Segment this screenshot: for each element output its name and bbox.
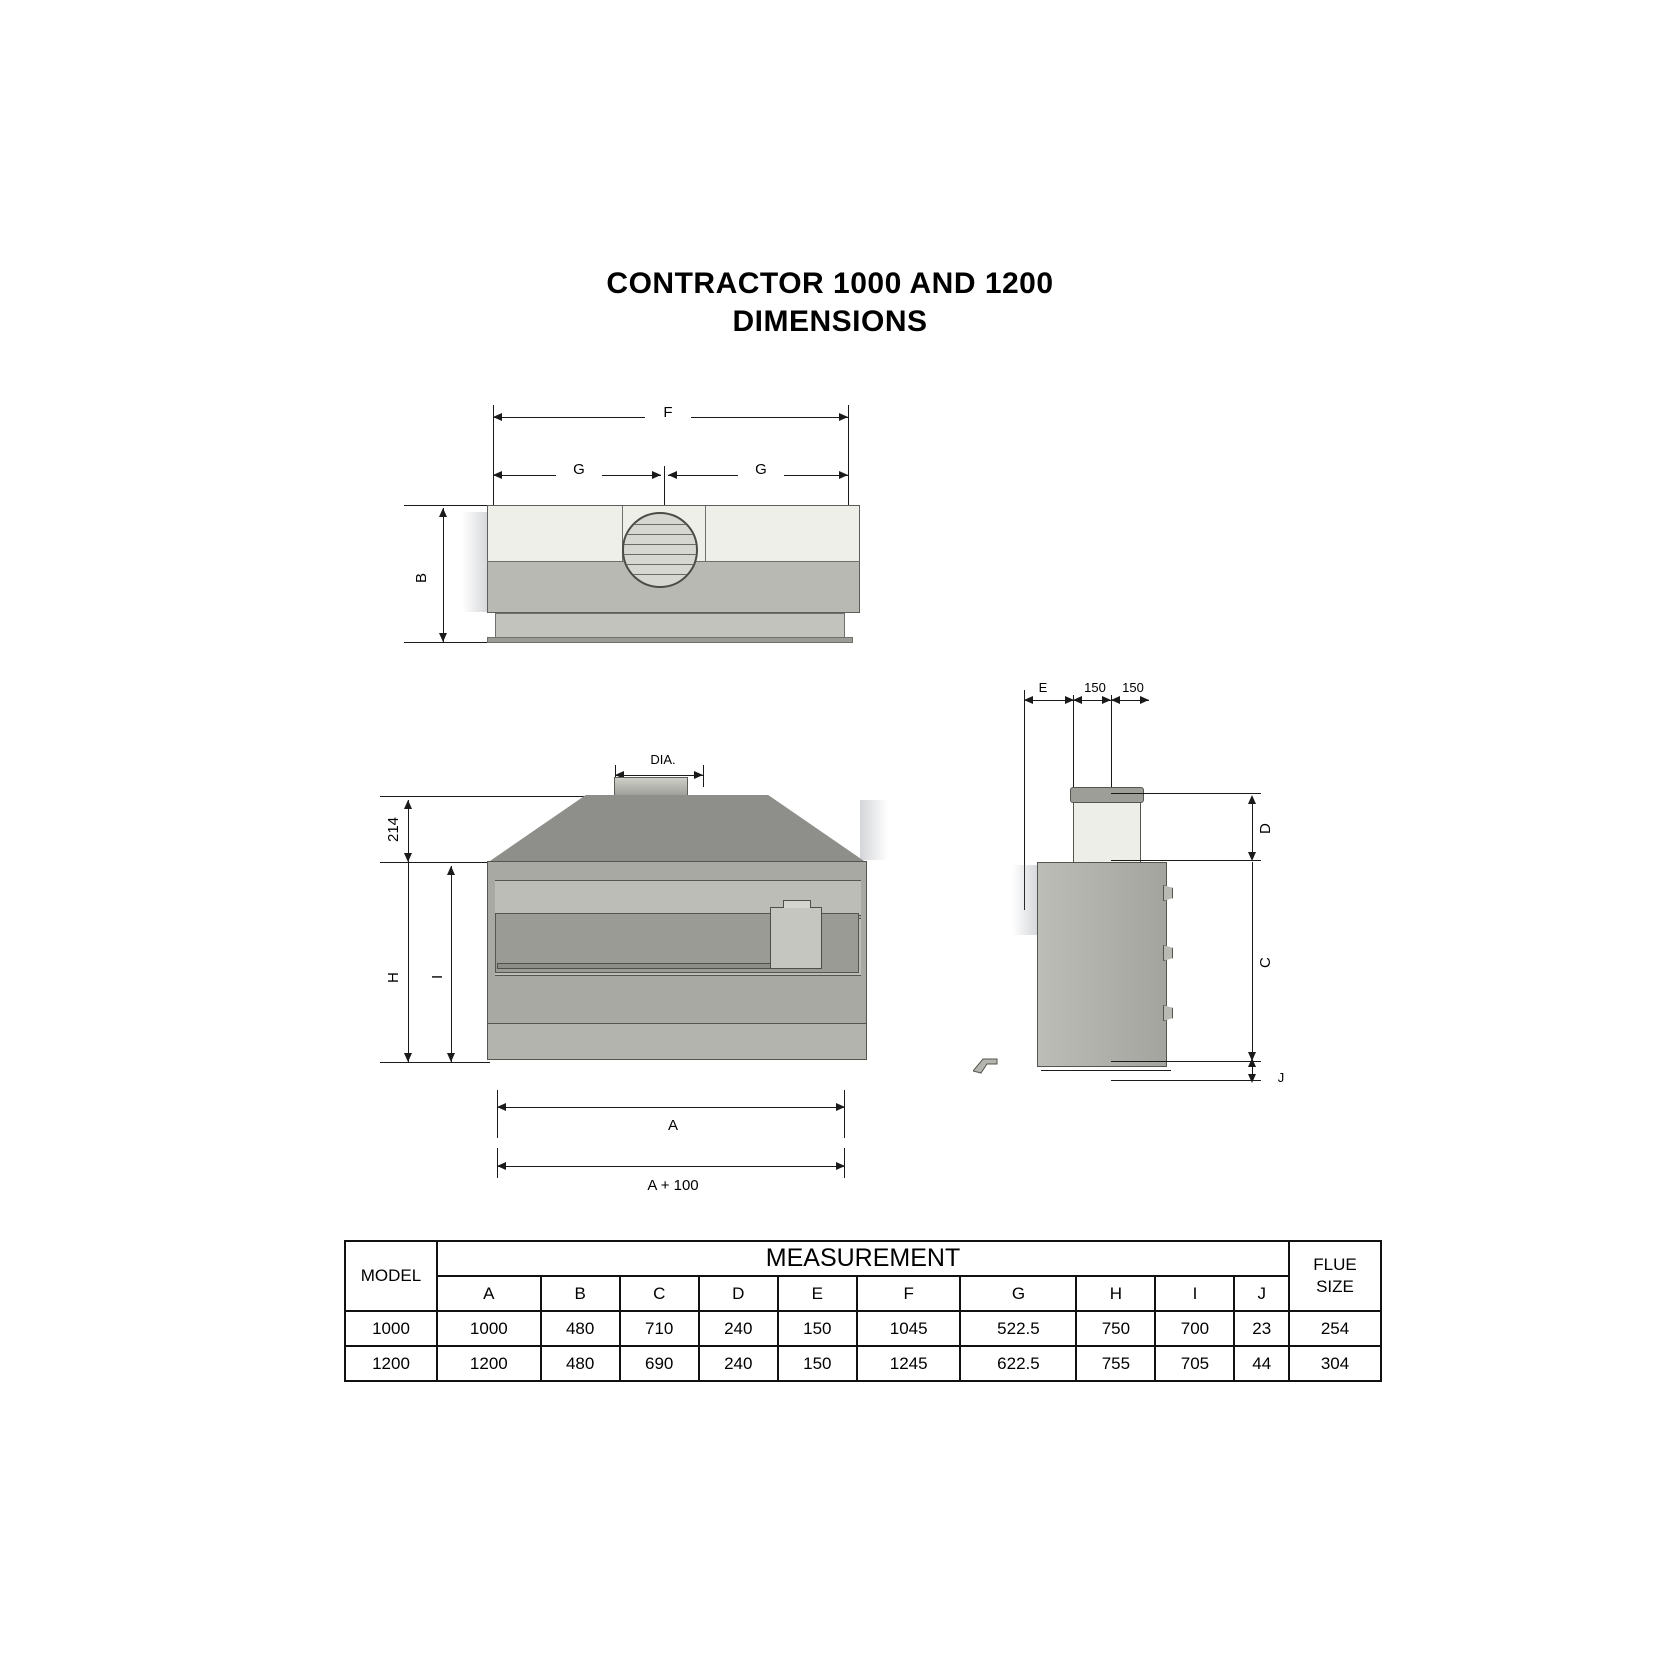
row-1000-f: 1045 [857,1311,961,1346]
ext-line-b-bottom [404,642,489,643]
dim-arrow-gr-right [839,471,848,479]
dim-label-d: D [1258,806,1273,852]
dim-label-e: E [1025,680,1061,695]
dim-label-a: A [645,1118,701,1133]
side-body [1037,862,1167,1067]
dim-arrow-gr-left [668,471,677,479]
table-letters-row [345,1276,1381,1311]
dim-label-150-a: 150 [1072,680,1118,695]
row-1200-j: 44 [1234,1346,1289,1381]
row-1200-e: 150 [778,1346,857,1381]
side-base-line [1041,1070,1171,1071]
table-row [345,1311,1381,1346]
row-1200-d: 240 [699,1346,778,1381]
dim-line-a [497,1107,845,1108]
dim-arrow-150b-right [1140,696,1149,704]
table-col-f: F [857,1276,961,1311]
dim-line-b [443,508,444,642]
dim-arrow-h-bottom [404,1053,412,1062]
table-col-i: I [1155,1276,1234,1311]
dim-label-b: B [414,555,429,601]
row-1200-f: 1245 [857,1346,961,1381]
dimensions-table [344,1240,1382,1382]
ext-line-a-left [497,1090,498,1138]
dim-arrow-150a-right [1102,696,1111,704]
dim-arrow-d-bottom [1248,852,1256,861]
dim-label-i: I [430,955,445,999]
door-handle [770,907,822,969]
table-col-d: D [699,1276,778,1311]
row-1000-e: 150 [778,1311,857,1346]
dim-label-h: H [386,955,401,1001]
row-1200-h: 755 [1076,1346,1155,1381]
dim-label-g-right: G [738,462,784,477]
dim-line-a-plus [497,1166,845,1167]
dim-arrow-a-left [497,1103,506,1111]
table-header-measurement: MEASUREMENT [437,1241,1289,1276]
table-col-j: J [1234,1276,1289,1311]
ext-line-d-bottom [1111,860,1261,861]
row-1200-b: 480 [541,1346,620,1381]
row-1200-model: 1200 [345,1346,437,1381]
row-1200-g: 622.5 [960,1346,1076,1381]
ext-line-i-top [428,862,492,863]
top-view-plinth [495,613,845,639]
ext-line-f-left [493,405,494,515]
flue-size-line2: SIZE [1316,1277,1354,1296]
ext-line-a-right [844,1090,845,1138]
dim-label-dia: DIA. [635,752,691,767]
dim-arrow-e-left [1024,696,1033,704]
flue-outlet-icon [622,512,698,588]
table-header-row [345,1241,1381,1276]
table-col-a: A [437,1276,541,1311]
ext-line-f-right [848,405,849,515]
firebox-base [487,1023,867,1060]
row-1000-i: 700 [1155,1311,1234,1346]
row-1000-model: 1000 [345,1311,437,1346]
dim-arrow-j-top [1248,1058,1256,1067]
row-1000-c: 710 [620,1311,699,1346]
dim-label-c: C [1258,940,1273,986]
dim-line-dia [615,775,703,776]
hinge-icon-bottom [1163,1005,1173,1021]
dim-arrow-ap-right [836,1162,845,1170]
row-1200-dia: 304 [1289,1346,1381,1381]
dim-label-j: J [1268,1070,1294,1085]
table-col-g: G [960,1276,1076,1311]
row-1000-g: 522.5 [960,1311,1076,1346]
canopy [487,795,867,863]
table-col-h: H [1076,1276,1155,1311]
page-title [330,265,1330,341]
dim-arrow-j-bottom [1248,1074,1256,1083]
dim-arrow-ap-left [497,1162,506,1170]
dim-line-h [408,800,409,1062]
table-col-c: C [620,1276,699,1311]
dim-arrow-gl-left [493,471,502,479]
dim-label-a-plus: A + 100 [630,1178,716,1193]
table-header-model: MODEL [345,1241,437,1311]
dim-arrow-f-left [493,413,502,421]
dim-label-214: 214 [386,805,401,853]
row-1000-h: 750 [1076,1311,1155,1346]
dim-arrow-b-bottom [439,633,447,642]
table-header-flue-size [1289,1241,1381,1311]
side-view-shadow [1012,865,1040,935]
dim-arrow-150a-left [1073,696,1082,704]
table-row [345,1346,1381,1381]
front-view-body [487,795,867,1060]
dim-arrow-dia-right [694,771,703,779]
dim-arrow-gl-right [652,471,661,479]
flue-size-line1: FLUE [1313,1255,1357,1274]
row-1200-c: 690 [620,1346,699,1381]
ext-line-j-bottom [1111,1080,1261,1081]
dim-arrow-d-top [1248,795,1256,804]
dim-line-c [1252,862,1253,1060]
dim-arrow-i-top [447,866,455,875]
top-view-divider-right [705,506,706,561]
row-1200-i: 705 [1155,1346,1234,1381]
ext-line-b-top [404,505,489,506]
dim-arrow-150b-left [1111,696,1120,704]
dim-label-f: F [645,405,691,420]
dim-arrow-f-right [839,413,848,421]
dim-arrow-a-right [836,1103,845,1111]
row-1200-a: 1200 [437,1346,541,1381]
dim-label-150-b: 150 [1110,680,1156,695]
ext-line-h-bottom [380,1062,490,1063]
row-1000-a: 1000 [437,1311,541,1346]
row-1000-b: 480 [541,1311,620,1346]
ext-line-c-bottom [1111,1061,1261,1062]
flue-spigot [614,777,688,797]
table-col-e: E [778,1276,857,1311]
side-leg [973,1055,1041,1075]
hinge-icon-middle [1163,945,1173,961]
ext-line-150-mid [1073,690,1074,795]
ext-line-dia-right [703,765,704,787]
dim-arrow-i-bottom [447,1053,455,1062]
ext-line-d-top [1111,793,1261,794]
dim-line-d [1252,797,1253,859]
top-view-foot [487,637,853,643]
grate [497,963,797,969]
ext-line-150-right [1111,690,1112,795]
row-1000-d: 240 [699,1311,778,1346]
side-flue-collar [1070,787,1144,803]
page-title-line2: DIMENSIONS [732,305,928,338]
row-1000-j: 23 [1234,1311,1289,1346]
dim-arrow-b-top [439,508,447,517]
row-1000-dia: 254 [1289,1311,1381,1346]
hinge-icon-top [1163,885,1173,901]
table-col-b: B [541,1276,620,1311]
page-title-line1: CONTRACTOR 1000 AND 1200 [606,267,1054,300]
dim-label-g-left: G [556,462,602,477]
dim-line-i [451,866,452,1062]
